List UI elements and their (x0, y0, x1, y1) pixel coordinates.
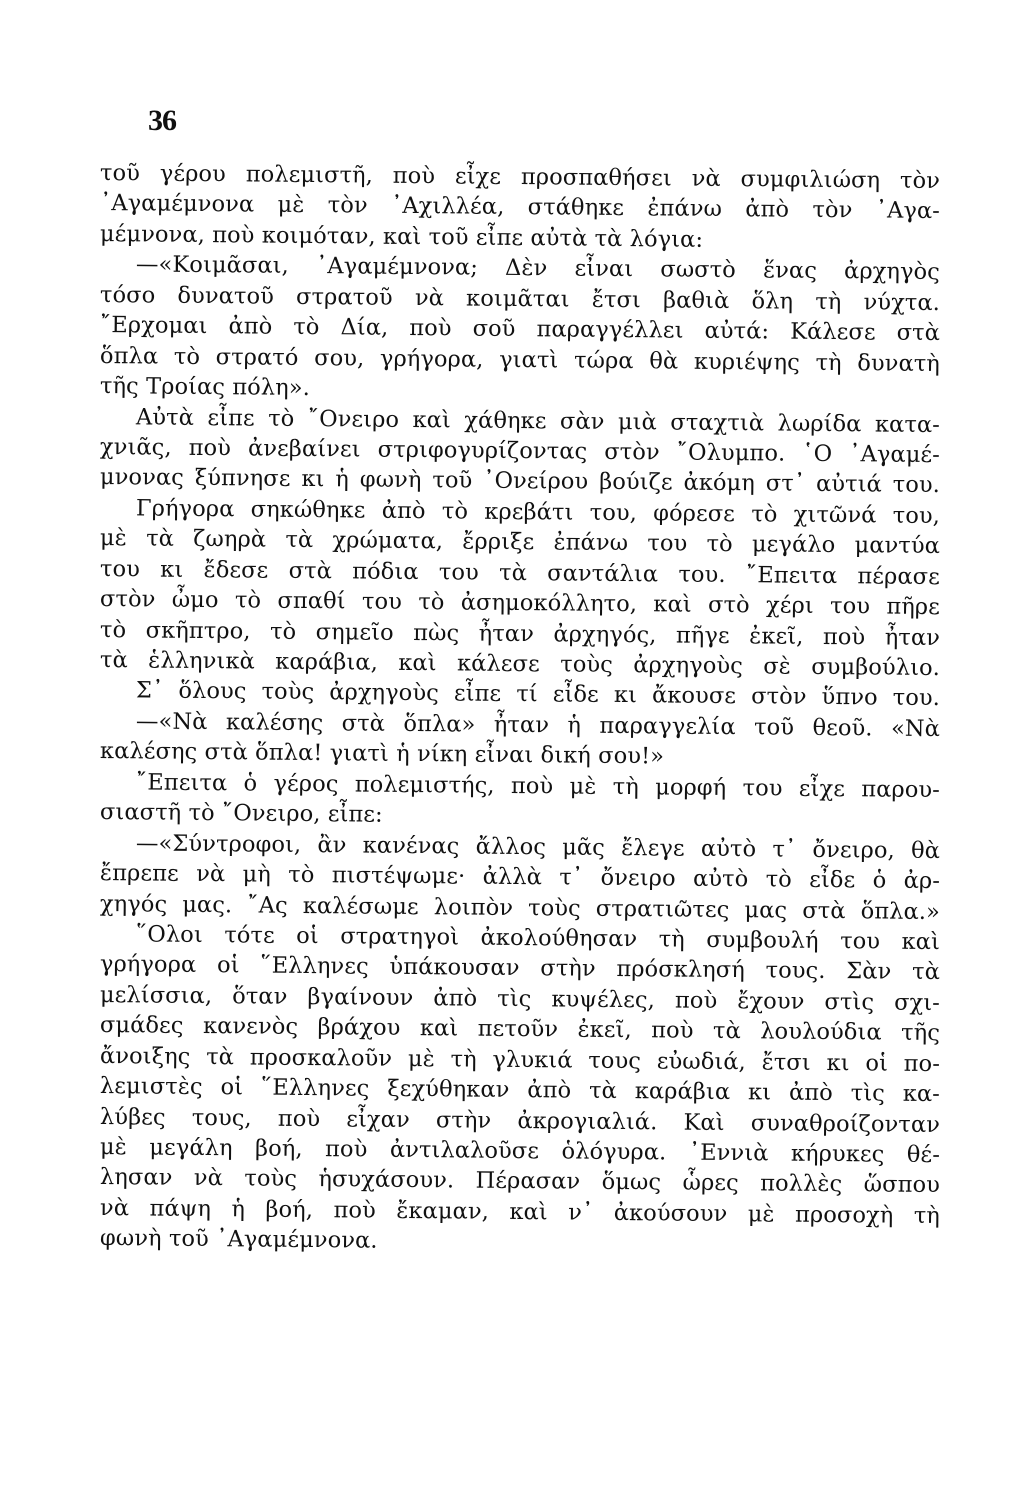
text-line: σιαστῆ τὸ ῎Ονειρο, εἶπε: (99, 799, 383, 828)
text-line: ῎Επειτα ὁ γέρος πολεμιστής, ποὺ μὲ τὴ μορφή του εἶχε παρου- (135, 769, 941, 803)
text-line: ἔπρεπε νὰ μὴ τὸ πιστέψωμε· ἀλλὰ τ᾽ ὄνειρο αὐτὸ τὸ εἶδε ὁ ἀρ- (99, 860, 941, 895)
text-line: τὰ ἑλληνικὰ καράβια, καὶ κάλεσε τοὺς ἀρχηγοὺς σὲ συμβούλιο. (99, 647, 941, 682)
text-line: μὲ μεγάλη βοή, ποὺ ἀντιλαλοῦσε ὁλόγυρα. ᾽Εννιὰ κήρυκες θέ- (99, 1134, 941, 1169)
text-line: Αὐτὰ εἶπε τὸ ῎Ονειρο καὶ χάθηκε σὰν μιὰ σταχτιὰ λωρίδα κατα- (135, 403, 941, 438)
text-line: τοῦ γέρου πολεμιστῆ, ποὺ εἶχε προσπαθήσει νὰ συμφιλιώση τὸν (99, 160, 941, 195)
text-line: ῞Ολοι τότε οἱ στρατηγοὶ ἀκολούθησαν τὴ συμβουλή του καὶ (135, 921, 941, 956)
text-line: μέμνονα, ποὺ κοιμόταν, καὶ τοῦ εἶπε αὐτὰ τὰ λόγια: (99, 220, 704, 253)
text-line: φωνὴ τοῦ ᾽Αγαμέμνονα. (99, 1225, 378, 1254)
text-line: του κι ἔδεσε στὰ πόδια του τὰ σαντάλια του. ῎Επειτα πέρασε (99, 555, 941, 590)
text-line: τὸ σκῆπτρο, τὸ σημεῖο πὼς ἦταν ἀρχηγός, πῆγε ἐκεῖ, ποὺ ἦταν (99, 616, 941, 651)
text-line: Γρήγορα σηκώθηκε ἀπὸ τὸ κρεβάτι του, φόρεσε τὸ χιτῶνά του, (135, 495, 941, 529)
text-line: ἄνοιξης τὰ προσκαλοῦν μὲ τὴ γλυκιά τους εὐωδιά, ἔτσι κι οἱ πο- (99, 1042, 941, 1077)
text-line: μελίσσια, ὅταν βγαίνουν ἀπὸ τὶς κυψέλες, ποὺ ἔχουν στὶς σχι- (99, 981, 941, 1016)
text-line: τόσο δυνατοῦ στρατοῦ νὰ κοιμᾶται ἔτσι βαθιὰ ὅλη τὴ νύχτα. (99, 281, 941, 316)
text-line: ῎Ερχομαι ἀπὸ τὸ Δία, ποὺ σοῦ παραγγέλλει αὐτά: Κάλεσε στὰ (99, 312, 941, 347)
text-line: —«Νὰ καλέσης στὰ ὅπλα» ἦταν ἡ παραγγελία τοῦ θεοῦ. «Νὰ (135, 708, 941, 742)
text-line: —«Σύντροφοι, ἂν κανένας ἄλλος μᾶς ἔλεγε αὐτὸ τ᾽ ὄνειρο, θὰ (135, 829, 941, 864)
text-line: στὸν ὦμο τὸ σπαθί του τὸ ἀσημοκόλλητο, καὶ στὸ χέρι του πῆρε (99, 586, 941, 621)
text-line: ὅπλα τὸ στρατό σου, γρήγορα, γιατὶ τώρα θὰ κυριέψης τὴ δυνατὴ (99, 342, 941, 377)
text-line: νὰ πάψη ἡ βοή, ποὺ ἔκαμαν, καὶ ν᾽ ἀκούσουν μὲ προσοχὴ τὴ (99, 1194, 941, 1229)
text-line: ᾽Αγαμέμνονα μὲ τὸν ᾽Αχιλλέα, στάθηκε ἐπάνω ἀπὸ τὸν ᾽Αγα- (99, 190, 941, 225)
page-number: 36 (148, 104, 176, 137)
text-line: λεμιστὲς οἱ ῞Ελληνες ξεχύθηκαν ἀπὸ τὰ καράβια κι ἀπὸ τὶς κα- (99, 1073, 941, 1108)
text-line: χνιᾶς, ποὺ ἀνεβαίνει στριφογυρίζοντας στὸν ῎Ολυμπο. ῾Ο ᾽Αγαμέ- (99, 433, 941, 469)
text-line: λησαν νὰ τοὺς ἡσυχάσουν. Πέρασαν ὅμως ὧρες πολλὲς ὥσπου (99, 1164, 941, 1199)
text-line: μὲ τὰ ζωηρὰ τὰ χρώματα, ἔρριξε ἐπάνω του τὸ μεγάλο μαντύα (99, 525, 941, 560)
body-text (100, 158, 940, 1254)
text-line: τῆς Τροίας πόλη». (99, 373, 311, 402)
text-line: γρήγορα οἱ ῞Ελληνες ὑπάκουσαν στὴν πρόσκλησή τους. Σὰν τὰ (99, 951, 941, 986)
text-line: καλέσης στὰ ὅπλα! γιατὶ ἡ νίκη εἶναι δική σου!» (99, 738, 665, 770)
text-line: λύβες τους, ποὺ εἶχαν στὴν ἀκρογιαλιά. Καὶ συναθροίζονταν (99, 1103, 941, 1138)
text-line: —«Κοιμᾶσαι, ᾽Αγαμέμνονα; Δὲν εἶναι σωστὸ ἕνας ἀρχηγὸς (135, 251, 941, 286)
text-line: σμάδες κανενὸς βράχου καὶ πετοῦν ἐκεῖ, ποὺ τὰ λουλούδια τῆς (99, 1012, 941, 1047)
text-line: Σ᾽ ὅλους τοὺς ἀρχηγοὺς εἶπε τί εἶδε κι ἄκουσε στὸν ὕπνο του. (135, 677, 941, 712)
text-line: μνονας ξύπνησε κι ἡ φωνὴ τοῦ ᾽Ονείρου βούιζε ἀκόμη στ᾽ αὐτιά του. (99, 464, 941, 499)
text-line: χηγός μας. ῎Ας καλέσωμε λοιπὸν τοὺς στρατιῶτες μας στὰ ὅπλα.» (99, 890, 941, 925)
